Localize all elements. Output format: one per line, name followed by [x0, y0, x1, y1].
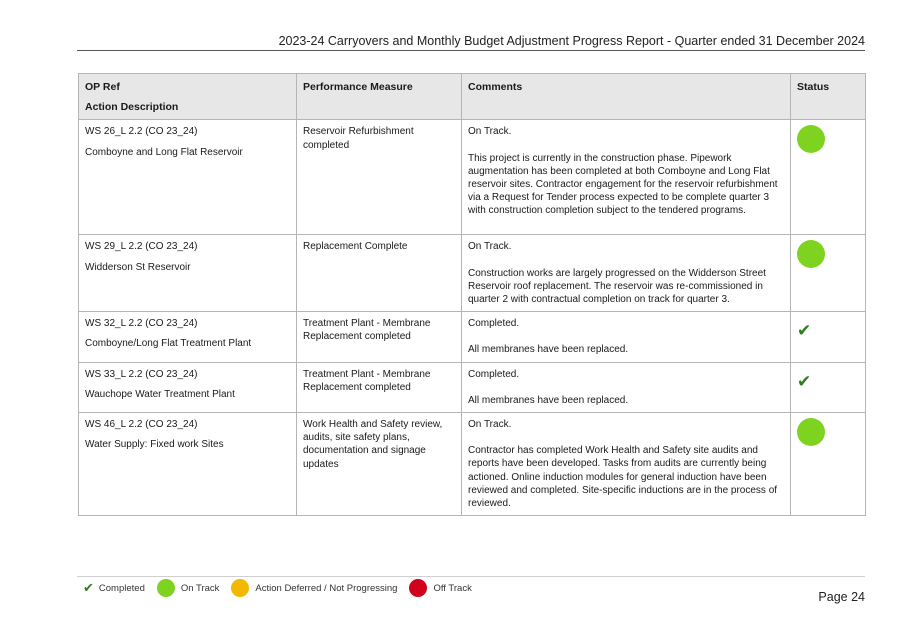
comments-cell: [462, 413, 791, 516]
legend-item-on-track: [157, 579, 220, 597]
op-ref-cell: [79, 413, 297, 516]
column-header-action-description: Action Description: [85, 101, 179, 114]
comment-status-text: Completed.: [468, 318, 520, 330]
action-description: Comboyne/Long Flat Treatment Plant: [85, 338, 252, 350]
comment-body-text: Contractor has completed Work Health and Safety site audits and reports have been developed. Tasks from audits are currently being actioned. Online induction modules for general induction have been reviewed and completed. Site-specific inductions are in the process of reviewed.: [468, 445, 778, 510]
column-header-status: Status: [791, 74, 866, 120]
table-header-row: [79, 74, 866, 120]
status-cell: [791, 413, 866, 516]
comment-body-text: This project is currently in the construction phase. Pipework augmentation has been completed at both Comboyne and Long Flat reservoir sites. Contractor engagement for the reservoir refurbishment via a Request for Tender process expected to be complete quarter 3 with construction completion subject to the tendered programs.: [468, 152, 778, 217]
legend-divider: [77, 576, 865, 577]
table-row: [79, 362, 866, 412]
checkmark-icon: ✔: [797, 321, 812, 341]
header-divider: [77, 50, 865, 51]
comments-cell: [462, 312, 791, 362]
op-ref-code: WS 29_L 2.2 (CO 23_24): [85, 241, 198, 253]
performance-measure-cell: Work Health and Safety review, audits, site safety plans, documentation and signage updates: [297, 413, 462, 516]
op-ref-code: WS 26_L 2.2 (CO 23_24): [85, 126, 198, 138]
status-cell: [791, 362, 866, 412]
legend-label: Off Track: [433, 582, 472, 594]
green-circle-icon: [797, 418, 825, 446]
legend-label: On Track: [180, 582, 220, 594]
op-ref-cell: [79, 362, 297, 412]
page-header-title: 2023-24 Carryovers and Monthly Budget Adjustment Progress Report - Quarter ended 31 December 2024: [278, 34, 865, 48]
op-ref-code: WS 32_L 2.2 (CO 23_24): [85, 318, 198, 330]
column-header-performance-measure: Performance Measure: [297, 74, 462, 120]
op-ref-code: WS 46_L 2.2 (CO 23_24): [85, 419, 198, 431]
legend-label: Action Deferred / Not Progressing: [255, 582, 398, 594]
comment-status-text: On Track.: [468, 241, 512, 253]
page-number: Page 24: [818, 590, 865, 604]
action-description: Wauchope Water Treatment Plant: [85, 388, 235, 400]
green-circle-icon: [157, 579, 175, 597]
comment-status-text: On Track.: [468, 419, 512, 431]
red-circle-icon: [409, 579, 427, 597]
column-header-op-ref-label: OP Ref: [85, 81, 120, 93]
checkmark-icon: ✔: [797, 371, 812, 391]
column-header-comments: Comments: [462, 74, 791, 120]
comment-status-text: Completed.: [468, 368, 520, 380]
op-ref-cell: [79, 312, 297, 362]
performance-measure-cell: Treatment Plant - Membrane Replacement completed: [297, 312, 462, 362]
legend-item-completed: [83, 580, 145, 596]
comment-body-text: All membranes have been replaced.: [468, 394, 629, 406]
table-row: [79, 312, 866, 362]
green-circle-icon: [797, 125, 825, 153]
action-description: Water Supply: Fixed work Sites: [85, 439, 224, 451]
status-legend: [83, 579, 484, 597]
op-ref-cell: [79, 235, 297, 312]
performance-measure-cell: Reservoir Refurbishment completed: [297, 120, 462, 235]
legend-label: Completed: [98, 582, 145, 594]
table-row: [79, 120, 866, 235]
comment-body-text: All membranes have been replaced.: [468, 344, 629, 356]
performance-measure-cell: Replacement Complete: [297, 235, 462, 312]
status-cell: [791, 120, 866, 235]
progress-table: [78, 73, 866, 516]
comment-status-text: On Track.: [468, 126, 512, 138]
op-ref-cell: [79, 120, 297, 235]
legend-item-off-track: [409, 579, 471, 597]
legend-item-deferred: [231, 579, 397, 597]
comments-cell: [462, 120, 791, 235]
action-description: Widderson St Reservoir: [85, 261, 191, 273]
comments-cell: [462, 235, 791, 312]
op-ref-code: WS 33_L 2.2 (CO 23_24): [85, 368, 198, 380]
green-circle-icon: [797, 240, 825, 268]
status-cell: [791, 312, 866, 362]
table-row: [79, 235, 866, 312]
performance-measure-cell: Treatment Plant - Membrane Replacement completed: [297, 362, 462, 412]
comments-cell: [462, 362, 791, 412]
status-cell: [791, 235, 866, 312]
table-row: [79, 413, 866, 516]
amber-circle-icon: [231, 579, 249, 597]
comment-body-text: Construction works are largely progressed on the Widderson Street Reservoir roof replacement. The reservoir was re-commissioned in quarter 2 with contractual completion on track for quarter 3.: [468, 267, 766, 306]
column-header-op-ref: [79, 74, 297, 120]
checkmark-icon: ✔: [83, 580, 94, 595]
action-description: Comboyne and Long Flat Reservoir: [85, 146, 243, 158]
